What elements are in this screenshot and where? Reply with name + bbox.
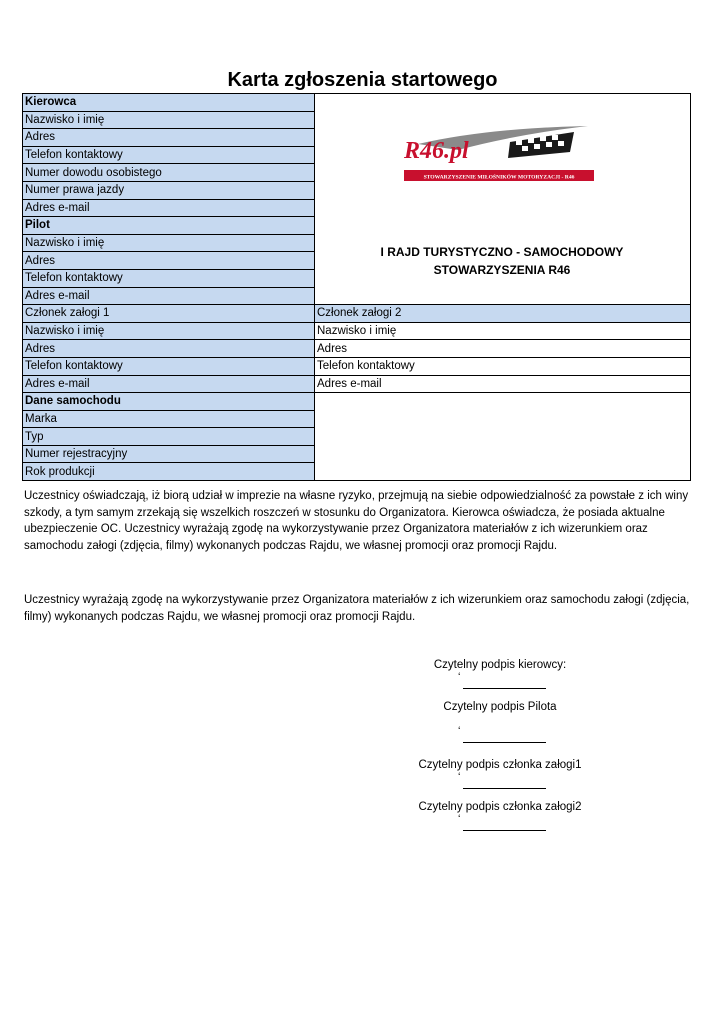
pilot-header: Pilot	[23, 217, 315, 235]
crew2-header: Członek załogi 2	[315, 305, 691, 323]
driver-header-row	[23, 94, 691, 112]
signature-driver-label: Czytelny podpis kierowcy:	[433, 659, 567, 671]
rally-title-line1: I RAJD TURYSTYCZNO - SAMOCHODOWY	[380, 245, 624, 259]
page-title: Karta zgłoszenia startowego	[227, 69, 498, 91]
driver-email-field[interactable]: Adres e-mail	[23, 199, 315, 217]
signature-crew2-mark: ‘	[458, 813, 461, 825]
signature-crew1	[410, 758, 590, 792]
pilot-address-field[interactable]: Adres	[23, 252, 315, 270]
signature-crew1-mark: ‘	[458, 771, 461, 783]
car-year-field[interactable]: Rok produkcji	[23, 463, 315, 481]
signature-pilot-mark: ‘	[458, 725, 461, 737]
signature-crew2-label: Czytelny podpis członka załogi2	[418, 801, 582, 813]
signature-driver	[410, 658, 590, 692]
crew1-address-field[interactable]: Adres	[23, 340, 315, 358]
consent-statement: Uczestnicy wyrażają zgodę na wykorzystywanie przez Organizatora materiałów z ich wizerunkiem oraz samochodu załogi (zdjęcia, filmy) wykonanych podczas Rajdu, we własnej promocji oraz promocji Rajdu.	[24, 594, 690, 623]
logo-wordmark: R46.pl	[404, 138, 469, 164]
r46-logo	[398, 122, 598, 186]
signature-crew2	[410, 800, 590, 834]
driver-header: Kierowca	[23, 94, 315, 112]
rally-title	[362, 243, 642, 279]
car-type-field[interactable]: Typ	[23, 428, 315, 446]
signature-crew1-label: Czytelny podpis członka załogi1	[418, 759, 582, 771]
car-make-field[interactable]: Marka	[23, 410, 315, 428]
car-data-area[interactable]	[315, 393, 691, 481]
signature-pilot	[410, 700, 590, 746]
signature-pilot-line[interactable]	[463, 742, 546, 743]
logo-caption: STOWARZYSZENIE MIŁOŚNIKÓW MOTORYZACJI - R46	[423, 174, 575, 181]
liability-statement: Uczestnicy oświadczają, iż biorą udział w imprezie na własne ryzyko, przejmują na siebie odpowiedzialność za powstałe z ich winy szkody, a tym samym zrzekają się wszelkich roszczeń w stosunku do Organizatora. Kierowca oświadcza, że posiada aktualne ubezpieczenie OC. Uczestnicy wyrażają zgodę na wykorzystywanie przez Organizatora materiałów z ich wizerunkiem oraz samochodu załogi (zdjęcia, filmy) wykonanych podczas Rajdu, we własnej promocji oraz promocji Rajdu.	[24, 490, 689, 552]
crew2-phone-field[interactable]: Telefon kontaktowy	[315, 357, 691, 375]
car-registration-field[interactable]: Numer rejestracyjny	[23, 445, 315, 463]
crew2-address-field[interactable]: Adres	[315, 340, 691, 358]
signature-pilot-label: Czytelny podpis Pilota	[443, 701, 557, 713]
driver-phone-field[interactable]: Telefon kontaktowy	[23, 146, 315, 164]
rally-title-line2: STOWARZYSZENIA R46	[433, 263, 571, 277]
driver-license-field[interactable]: Numer prawa jazdy	[23, 181, 315, 199]
crew1-name-field[interactable]: Nazwisko i imię	[23, 322, 315, 340]
signature-driver-mark: ‘	[458, 671, 461, 683]
driver-address-field[interactable]: Adres	[23, 129, 315, 147]
signature-crew2-line[interactable]	[463, 830, 546, 831]
driver-name-field[interactable]: Nazwisko i imię	[23, 111, 315, 129]
driver-id-number-field[interactable]: Numer dowodu osobistego	[23, 164, 315, 182]
signature-crew1-line[interactable]	[463, 788, 546, 789]
pilot-name-field[interactable]: Nazwisko i imię	[23, 234, 315, 252]
crew1-email-field[interactable]: Adres e-mail	[23, 375, 315, 393]
pilot-phone-field[interactable]: Telefon kontaktowy	[23, 269, 315, 287]
crew1-header: Członek załogi 1	[23, 305, 315, 323]
pilot-email-field[interactable]: Adres e-mail	[23, 287, 315, 305]
car-header: Dane samochodu	[23, 393, 315, 411]
crew2-email-field[interactable]: Adres e-mail	[315, 375, 691, 393]
crew2-name-field[interactable]: Nazwisko i imię	[315, 322, 691, 340]
crew1-phone-field[interactable]: Telefon kontaktowy	[23, 357, 315, 375]
signature-driver-line[interactable]	[463, 688, 546, 689]
